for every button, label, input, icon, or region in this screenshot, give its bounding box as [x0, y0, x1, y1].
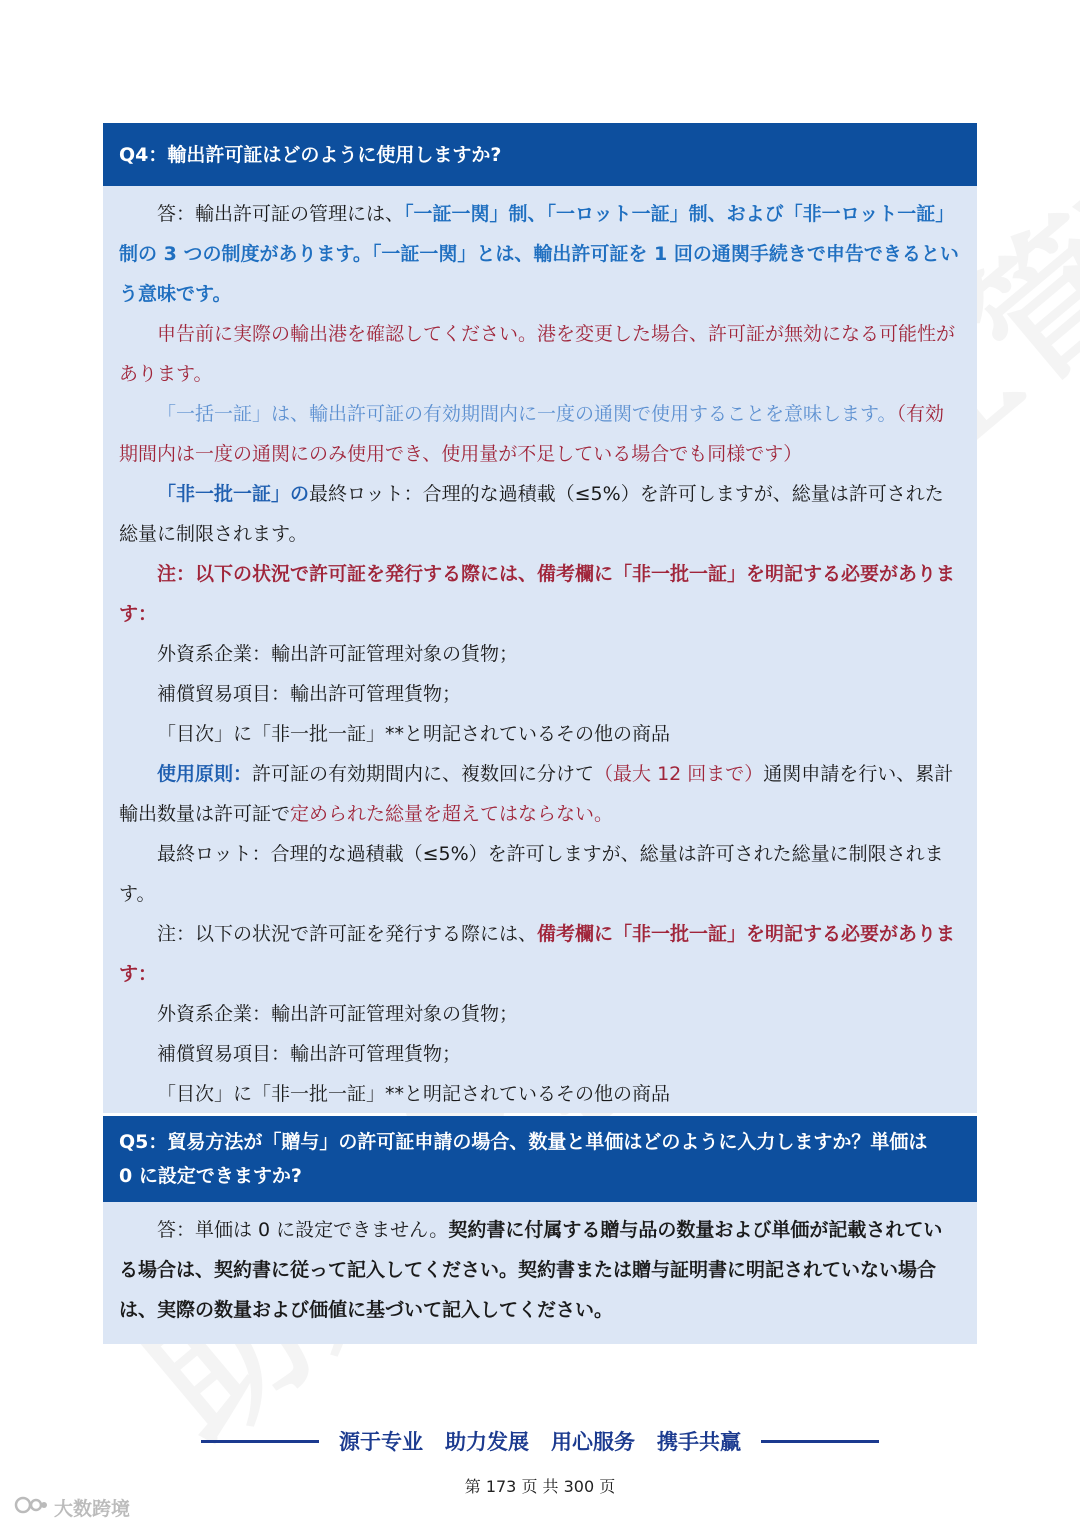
- slogan-items: [339, 1426, 741, 1456]
- page-number: 第 173 页 共 300 页: [464, 1477, 616, 1496]
- highlight-text: 使用原則：: [157, 763, 253, 785]
- q4-paragraph-2: 申告前に実際の輸出港を確認してください。港を変更した場合、許可証が無効になる可能性があります。: [119, 323, 956, 385]
- q4-body: [103, 186, 977, 1113]
- q4-paragraph-4: [119, 474, 961, 554]
- divider: [761, 1440, 879, 1443]
- q5-title-line-2: 0 に設定できますか?: [119, 1165, 302, 1187]
- text: 答：単価は 0 に設定できません。: [157, 1219, 449, 1241]
- slogan-item: 携手共赢: [657, 1430, 741, 1454]
- text: 定められた総量を超えてはならない。: [290, 803, 614, 825]
- highlight-text: 「非一批一証」の: [157, 483, 310, 505]
- q5-answer: [119, 1210, 961, 1330]
- text: （最大 12 回まで）: [594, 763, 764, 785]
- q4-header: [103, 123, 977, 186]
- brand-logo: [14, 1494, 130, 1521]
- text: 通関申請を行い、累計輸出数量は許可証で: [119, 763, 954, 825]
- text: （有効期間内は一度の通関にのみ使用でき、使用量が不足している場合でも同様です）: [119, 403, 944, 465]
- slogan-item: 助力发展: [445, 1430, 529, 1454]
- q5-header: [103, 1116, 977, 1202]
- slogan-item: 源于专业: [339, 1430, 423, 1454]
- q4-paragraph-1: [119, 194, 961, 314]
- list-item: 補償貿易項目：輸出許可管理貨物；: [157, 683, 462, 705]
- q5-body: [103, 1202, 977, 1344]
- q4-block: [103, 123, 977, 1113]
- text: 注：以下の状況で許可証を発行する際には、: [157, 923, 538, 945]
- divider: [201, 1440, 319, 1443]
- list-item: 外資系企業：輸出許可証管理対象の貨物；: [157, 1003, 519, 1025]
- q4-paragraph-6: 最終ロット：合理的な過積載（≤5%）を許可しますが、総量は許可された総量に制限されます。: [119, 843, 944, 905]
- highlight-text: 「一証一関」制、「一ロット一証」制、および「非一ロット一証」制の 3 つの制度があります。「一証一関」とは、輸出許可証を 1 回の通関手続きで申告できるという意味です。: [119, 203, 959, 305]
- list-item: 「目次」に「非一批一証」**と明記されているその他の商品: [157, 1083, 671, 1105]
- q5-title-line-1: Q5：貿易方法が「贈与」の許可証申請の場合、数量と単価はどのように入力しますか？単価は: [119, 1131, 928, 1153]
- logo-icon: [14, 1494, 48, 1521]
- list-item: 「目次」に「非一批一証」**と明記されているその他の商品: [157, 723, 671, 745]
- logo-text: 大数跨境: [54, 1498, 131, 1520]
- text: 許可証の有効期間内に、複数回に分けて: [252, 763, 595, 785]
- q4-note-2: [119, 914, 961, 994]
- footer-slogan: [0, 1426, 1080, 1456]
- q4-note-1: 注：以下の状況で許可証を発行する際には、備考欄に「非一批一証」を明記する必要があります：: [119, 563, 956, 625]
- text: 答：輸出許可証の管理には、: [157, 203, 405, 225]
- slogan-item: 用心服务: [551, 1430, 635, 1454]
- list-item: 外資系企業：輸出許可証管理対象の貨物；: [157, 643, 519, 665]
- q4-paragraph-3: [119, 394, 961, 474]
- q5-block: [103, 1116, 977, 1344]
- highlight-text: 備考欄に「非一批一証」を明記する必要があります：: [119, 923, 956, 985]
- highlight-text: 契約書に付属する贈与品の数量および単価が記載されている場合は、契約書に従って記入してください。契約書または贈与証明書に明記されていない場合は、実際の数量および価値に基づいて記入してください。: [119, 1219, 943, 1321]
- q4-title: Q4：輸出許可証はどのように使用しますか?: [119, 143, 502, 166]
- q4-paragraph-5: [119, 754, 961, 834]
- list-item: 補償貿易項目：輸出許可管理貨物；: [157, 1043, 462, 1065]
- text: 「一括一証」は、輸出許可証の有効期間内に一度の通関で使用することを意味します。: [157, 403, 897, 425]
- text: 最終ロット：合理的な過積載（≤5%）を許可しますが、総量は許可された総量に制限されます。: [119, 483, 944, 545]
